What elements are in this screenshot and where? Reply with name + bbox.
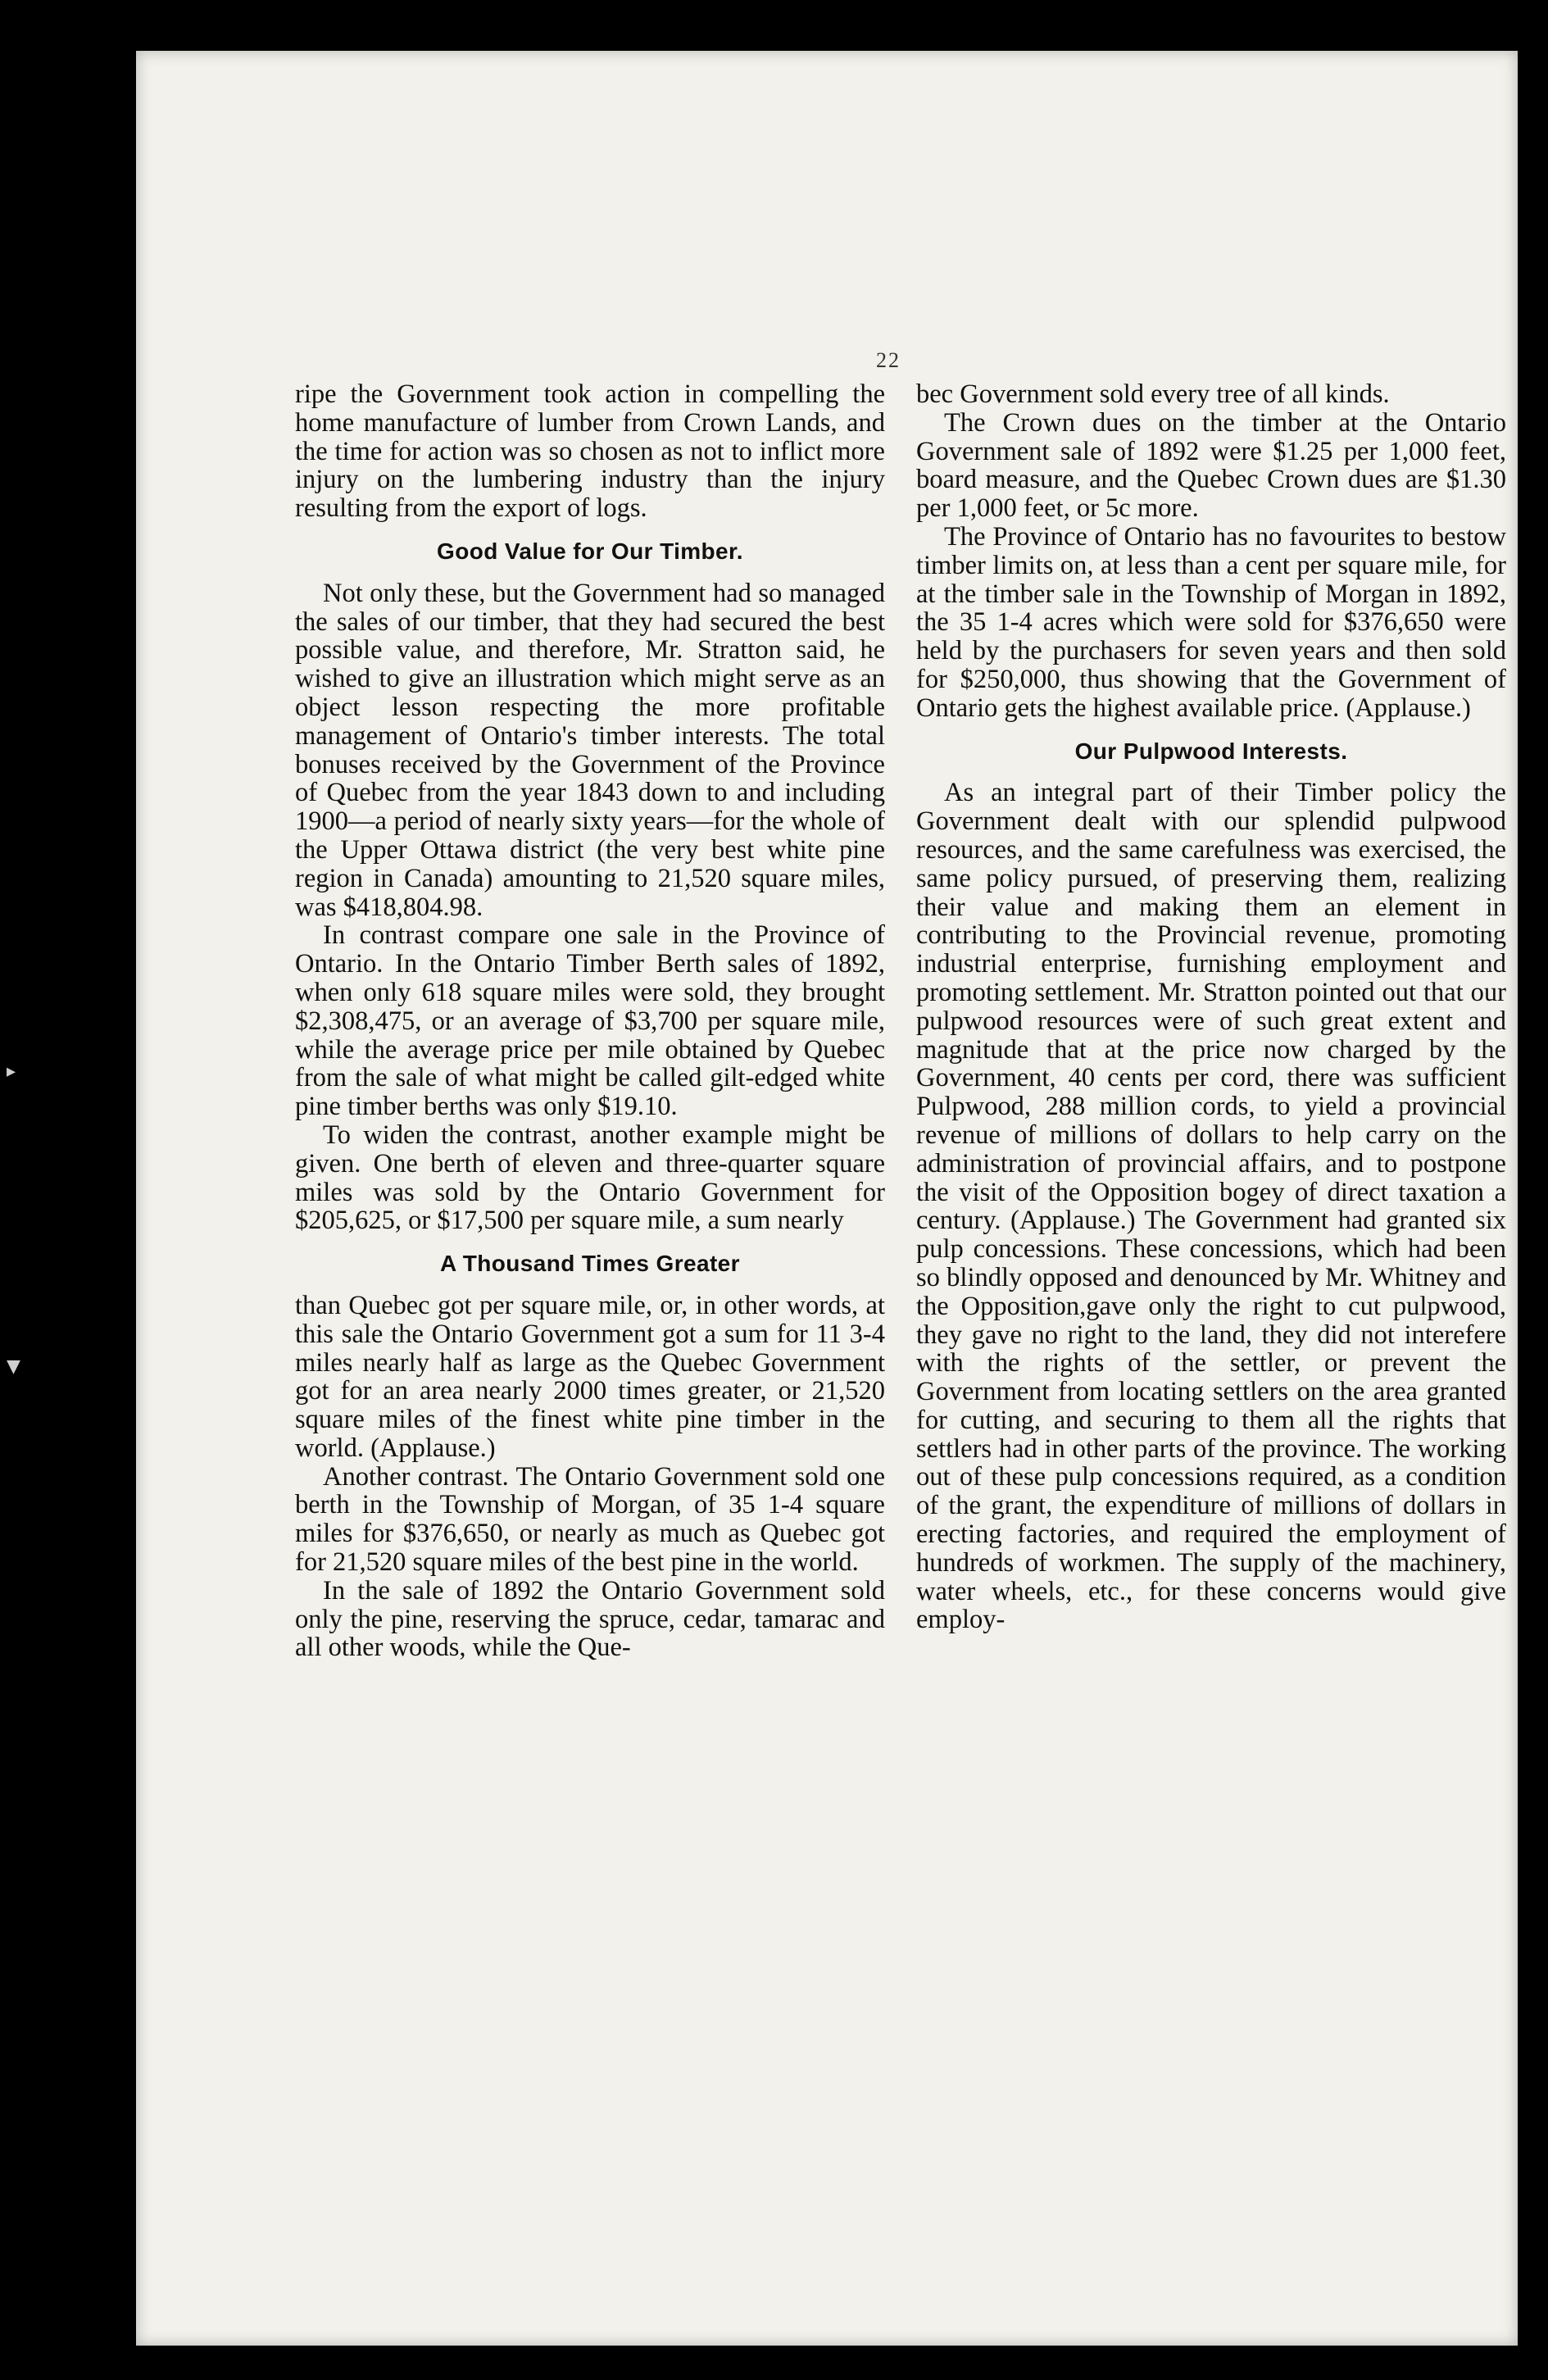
paragraph: In contrast compare one sale in the Province of Ontario. In the Ontario Timber Berth sales of 1892, when only 618 square miles were sold, they brought $2,308,475, or an average of $3,700 per square mile, while the average price per mile obtained by Quebec from the sale of what might be called gilt-edged white pine timber berths was only $19.10. (295, 920, 885, 1122)
paragraph: than Quebec got per square mile, or, in other words, at this sale the Ontario Government got a sum for 11 3-4 miles nearly half as large as the Quebec Government got for an area nearly 2000 times greater, or 21,520 square miles of the finest white pine timber in the world. (Applause.) (295, 1290, 885, 1463)
paragraph: The Crown dues on the timber at the Ontario Government sale of 1892 were $1.25 per 1,000 feet, board measure, and the Quebec Crown dues are $1.30 per 1,000 feet, or 5c more. (916, 407, 1506, 524)
right-column (916, 380, 1506, 1634)
section-heading: Our Pulpwood Interests. (1074, 738, 1348, 764)
paragraph: As an integral part of their Timber policy the Government dealt with our splendid pulpwood resources, and the same carefulness was exercised, the same policy pursued, of preserving them, realizing their value and making them an element in contributing to the Provincial revenue, promoting industrial enterprise, furnishing employment and promoting settlement. Mr. Stratton pointed out that our pulpwood resources were of such great extent and magnitude that at the price now charged by the Government, 40 cents per cord, there was sufficient Pulpwood, 288 million cords, to yield a provincial revenue of millions of dollars to help carry on the administration of provincial affairs, and to postpone the visit of the Opposition bogey of direct taxation a century. (Applause.) The Government had granted six pulp concessions. These concessions, which had been so blindly opposed and denounced by Mr. Whitney and the Opposition,gave only the right to cut pulpwood, they gave no right to the land, they did not interefere with the rights of the settler, or prevent the Government from locating settlers on the area granted for cutting, and securing to them all the rights that settlers had in other parts of the province. The working out of these pulp concessions required, as a condition of the grant, the expenditure of millions of dollars in erecting factories, and required the employment of hundreds of workmen. The supply of the machinery, water wheels, etc., for these concerns would give employ- (916, 778, 1506, 1635)
paragraph: In the sale of 1892 the Ontario Government sold only the pine, reserving the spruce, cedar, tamarac and all other woods, while the Que- (295, 1575, 885, 1663)
paragraph: ripe the Government took action in compelling the home manufacture of lumber from Crown Lands, and the time for action was so chosen as not to inflict more injury on the lumbering industry than the injury resulting from the export of logs. (295, 379, 885, 524)
film-edge-mark: ▼ (7, 1356, 20, 1377)
paragraph: bec Government sold every tree of all kinds. (916, 379, 1390, 409)
paragraph: Another contrast. The Ontario Government sold one berth in the Township of Morgan, of 35 1-4 square miles for $376,650, or nearly as much as Quebec got for 21,520 square miles of the best pine in the world. (295, 1461, 885, 1578)
section-heading: A Thousand Times Greater (440, 1251, 740, 1277)
paragraph: The Province of Ontario has no favourites to bestow timber limits on, at less than a cent per square mile, for at the timber sale in the Township of Morgan in 1892, the 35 1-4 acres which were sold for $376,650 were held by the purchasers for seven years and then sold for $250,000, thus showing that the Government of Ontario gets the highest available price. (Applause.) (916, 521, 1506, 723)
paragraph: To widen the contrast, another example might be given. One berth of eleven and three-quarter square miles was sold by the Ontario Government for $205,625, or $17,500 per square mile, a sum nearly (295, 1120, 885, 1236)
section-heading: Good Value for Our Timber. (437, 538, 743, 564)
paragraph: Not only these, but the Government had so managed the sales of our timber, that they had secured the best possible value, and therefore, Mr. Stratton said, he wished to give an illustration which might serve as an object lesson respecting the more profitable management of Ontario's timber interests. The total bonuses received by the Government of the Province of Quebec from the year 1843 down to and including 1900—a period of nearly sixty years—for the whole of the Upper Ottawa district (the very best white pine region in Canada) amounting to 21,520 square miles, was $418,804.98. (295, 578, 885, 922)
page-number: 22 (876, 348, 901, 372)
left-column (295, 380, 885, 1662)
film-edge-mark: ▸ (7, 1061, 16, 1082)
